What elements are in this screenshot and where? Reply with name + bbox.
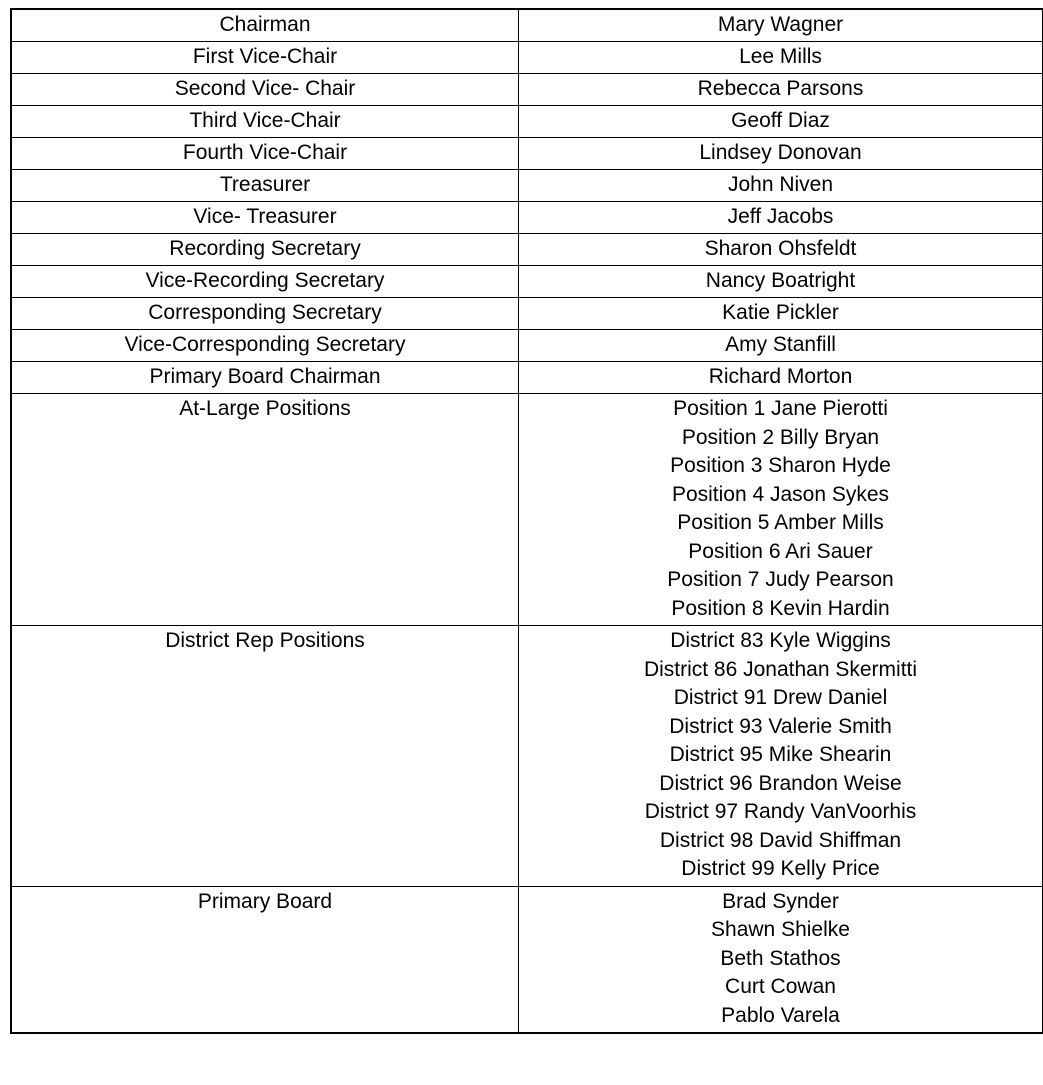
group-label-cell: District Rep Positions: [11, 626, 519, 887]
role-cell: Third Vice-Chair: [11, 106, 519, 138]
table-row-district-rep: [11, 626, 1043, 887]
name-cell: John Niven: [519, 170, 1043, 202]
role-cell: Second Vice- Chair: [11, 74, 519, 106]
list-item: Position 4 Jason Sykes: [671, 482, 890, 506]
officer-roster-table: [10, 8, 1043, 1034]
list-item: District 96 Brandon Weise: [659, 771, 902, 795]
name-cell: Jeff Jacobs: [519, 202, 1043, 234]
group-entries-cell: [519, 394, 1043, 626]
role-cell: Vice- Treasurer: [11, 202, 519, 234]
table-row: [11, 330, 1043, 362]
name-cell: Lindsey Donovan: [519, 138, 1043, 170]
table-row: [11, 266, 1043, 298]
list-item: Position 7 Judy Pearson: [667, 568, 894, 591]
table-row: [11, 298, 1043, 330]
list-item: District 93 Valerie Smith: [669, 714, 892, 738]
list-item: District 83 Kyle Wiggins: [670, 629, 891, 652]
name-cell: Lee Mills: [519, 42, 1043, 74]
name-cell: Sharon Ohsfeldt: [519, 234, 1043, 266]
name-cell: Rebecca Parsons: [519, 74, 1043, 106]
list-item: Shawn Shielke: [711, 918, 850, 941]
table-row: [11, 9, 1043, 42]
name-cell: Geoff Diaz: [519, 106, 1043, 138]
list-item: Position 5 Amber Mills: [677, 511, 884, 534]
table-row: [11, 106, 1043, 138]
name-cell: Mary Wagner: [519, 9, 1043, 42]
role-cell: Chairman: [11, 9, 519, 42]
list-item: Position 3 Sharon Hyde: [670, 454, 891, 477]
table-row: [11, 362, 1043, 394]
list-item: District 97 Randy VanVoorhis: [644, 800, 917, 823]
name-cell: Richard Morton: [519, 362, 1043, 394]
entry-list: [523, 395, 1038, 623]
list-item: Position 8 Kevin Hardin: [671, 596, 890, 620]
table-row: [11, 170, 1043, 202]
list-item: District 95 Mike Shearin: [669, 743, 892, 766]
group-label-cell: At-Large Positions: [11, 394, 519, 626]
list-item: Curt Cowan: [725, 975, 836, 998]
role-cell: Primary Board Chairman: [11, 362, 519, 394]
list-item: Beth Stathos: [720, 946, 841, 970]
role-cell: Vice-Recording Secretary: [11, 266, 519, 298]
list-item: Pablo Varela: [721, 1003, 840, 1027]
table-row: [11, 138, 1043, 170]
entry-list: [523, 627, 1038, 884]
table-row: [11, 234, 1043, 266]
group-entries-cell: [519, 886, 1043, 1033]
name-cell: Amy Stanfill: [519, 330, 1043, 362]
table-row-at-large: [11, 394, 1043, 626]
list-item: District 86 Jonathan Skermitti: [643, 657, 918, 681]
list-item: Position 2 Billy Bryan: [681, 425, 880, 449]
list-item: District 99 Kelly Price: [681, 857, 880, 880]
role-cell: Vice-Corresponding Secretary: [11, 330, 519, 362]
role-cell: First Vice-Chair: [11, 42, 519, 74]
list-item: Position 6 Ari Sauer: [688, 539, 873, 563]
group-label-cell: Primary Board: [11, 886, 519, 1033]
role-cell: Treasurer: [11, 170, 519, 202]
role-cell: Corresponding Secretary: [11, 298, 519, 330]
role-cell: Recording Secretary: [11, 234, 519, 266]
name-cell: Katie Pickler: [519, 298, 1043, 330]
table-row: [11, 202, 1043, 234]
list-item: Position 1 Jane Pierotti: [673, 397, 888, 420]
list-item: Brad Synder: [722, 889, 839, 913]
table-row: [11, 74, 1043, 106]
name-cell: Nancy Boatright: [519, 266, 1043, 298]
table-body: [11, 9, 1043, 1033]
table-row-primary-board: [11, 886, 1043, 1033]
list-item: District 91 Drew Daniel: [673, 686, 888, 709]
role-cell: Fourth Vice-Chair: [11, 138, 519, 170]
group-entries-cell: [519, 626, 1043, 887]
entry-list: [523, 888, 1038, 1031]
table-row: [11, 42, 1043, 74]
list-item: District 98 David Shiffman: [659, 828, 902, 852]
